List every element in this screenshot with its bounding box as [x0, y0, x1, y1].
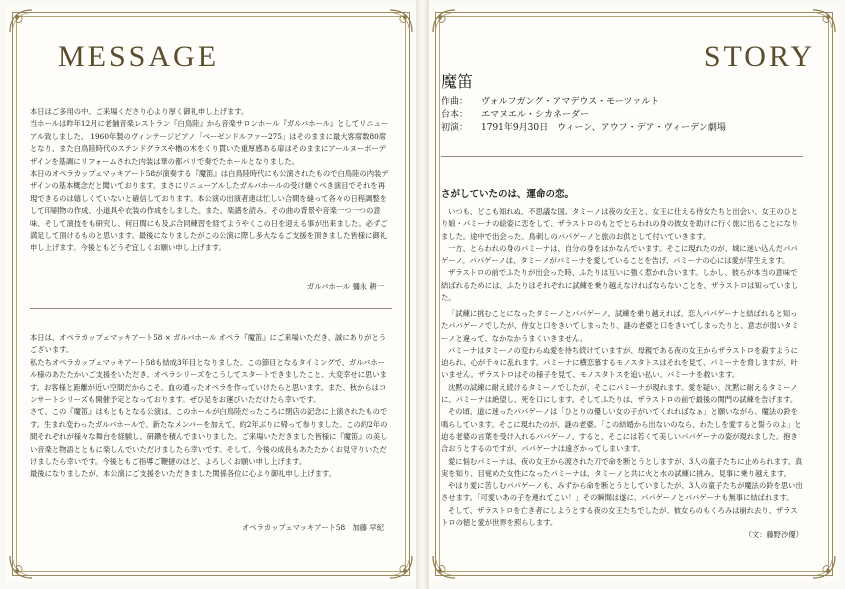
credit-value: エマヌエル・シカネーダー — [481, 110, 590, 120]
story-part-two — [441, 308, 803, 542]
story-subtitle: さがしていたのは、運命の恋。 — [441, 189, 575, 200]
message-heading: MESSAGE — [58, 40, 220, 73]
corner-ornament-icon — [811, 8, 837, 34]
company-greeting-paragraph: 最後になりましたが、本公演にご支援をいただきました関係各位に心より御礼申し上げます。 — [30, 469, 336, 479]
credit-label: 初演： — [441, 123, 469, 133]
corner-ornament-icon — [388, 554, 414, 580]
corner-ornament-icon — [388, 8, 414, 34]
company-greeting — [30, 332, 392, 481]
credit-value: 1791年9月30日 ウィーン、アウフ・デア・ヴィーデン劇場 — [481, 123, 726, 133]
page-border-inner — [16, 16, 406, 572]
company-greeting-paragraph: さて、この『魔笛』はもともとなる公演は、このホールが白鳥陸だったころに閉店の記念に上演されたものです。生まれ変わったガルバホールで、新たなメンバーを加えて、約2年ぶりに帰って参りました。この約2年の間それぞれが様々な舞台を経験し、研鑽を積んでまいりました。ご来場いただきました皆様に『魔笛』の美しい音楽と物語とともに楽しんでいただけましたら幸いです。そして、今後の成長もあたたかくお見守りいただけましたら幸いです。今後ともご指導ご鞭撻のほど、よろしくお願い申し上げます。 — [30, 407, 388, 467]
company-signature: オペラカップェマッキアート58 加藤 早紀 — [242, 523, 384, 532]
story-paragraph: 沈黙の試練に耐え続けるタミーノでしたが、そこにパミーナが現れます。愛を疑い、沈黙に耐えるタミーノに、パミーナは絶望し、死を口にします。そしてふたりは、ザラストロの前で最後の関門の試練を告げます。 — [441, 382, 798, 405]
story-paragraph: やはり愛に苦しむパパゲーノも、みずから命を断とうとしていましたが、3人の童子たちが魔法の鈴を思い出させます。「可愛いあの子を連れてこい！」その瞬間は遂に、パパゲーノとパパゲーナも無事に結ばれます。 — [441, 481, 803, 503]
corner-ornament-icon — [8, 554, 34, 580]
story-paragraph: 「試練に挑むことになったタミーノとパパゲーノ。試練を乗り越えれば、恋人パパゲーナと結ばれると知ったパパゲーノでしたが、侍女と口をきいてしまったり、謎の老婆と口をきいてしまったりと、意志が弱いタミーノと違って、なかなかうまくいきません。 — [441, 309, 799, 343]
story-part-one — [441, 206, 803, 304]
story-paragraph: いつも、どこも知れぬ、不思議な国。タミーノは夜の女王と、女王に仕える侍女たちと出会い、女王のひとり娘・パミーナの絵姿に恋をして、ザラストロのもとでとらわれの身の彼女を助けに行く旅に出ることになりました。途中で出会った、鳥刺しのパパゲーノと旅のお供として付いていきます。 — [441, 207, 799, 241]
book-gutter — [416, 0, 429, 589]
story-paragraph: ザラストロの前でふたりが出会った時、ふたりは互いに強く惹かれ合います。しかし、彼らが本当の意味で結ばれるためには、ふたりはそれぞれに試練を乗り越えなければならないことを、ザラストロは知っていました。 — [441, 268, 799, 303]
story-paragraph: その頃、道に迷ったパパゲーノは「ひとりの優しい女の子がいてくれればなぁ」と願いながら、魔法の鈴を鳴らしています。そこに現れたのが、謎の老婆。「この結婚から出ないのなら、わたしを愛すると誓うのよ」と迫る老婆の言葉を受け入れるパパゲーノ。すると、そこには若くて美しいパパゲーナの姿が現れました。抱き合おうとするのですが、パパゲーナは遠ざかってしまいます。 — [441, 407, 802, 454]
hall-greeting — [30, 106, 392, 255]
story-heading: STORY — [703, 40, 815, 73]
story-paragraph: 一方、とらわれの身のパミーナは、自分の身をはかなんでいます。そこに現れたのが、城に迷い込んだパパゲーノ。パパゲーノは、タミーノがパミーナを愛していることを告げ、パミーナの心には愛が芽生えます。 — [441, 243, 798, 266]
hall-signature: ガルバホール 彌永 耕一 — [307, 282, 384, 291]
corner-ornament-icon — [431, 554, 457, 580]
credit-value: ヴォルフガング・アマデウス・モーツァルト — [481, 97, 660, 107]
message-page — [6, 6, 416, 582]
story-paragraph: 愛に悩むパミーナは、夜の女王から渡された刀で命を断とうとしますが、3人の童子たちに止められます。真実を知り、目覚めた女性になったパミーナは、タミーノと共に火と水の試練に挑み、見事に乗り越えます。 — [441, 456, 803, 478]
company-greeting-paragraph: 私たちオペラカップェマッキアート58も結成3年目となりました。この節目となるタイミングで、ガルバホール様のあたたかいご支援をいただき、オペラシリーズをこうしてスタートできましたこと、大変幸せに思います。お客様と距離が近い空間だからこそ、血の通ったオペラを作っていけたらと思います。また、秋からはコンサートシリーズも開催予定となっております。ぜひ足をお運びいただけたら幸いです。 — [30, 357, 387, 405]
credit-row — [441, 109, 726, 122]
hall-greeting-paragraph: 当ホールは昨年12月に老舗音楽レストラン『白鳥陸』から音楽サロンホール『ガルバホール』としてリニューアル致しました。 1960年製のヴィンテージピアノ「ベーゼンドルファー275」はそのままに最大客席数80席となり、また白鳥陸時代のステンドグラスや櫓の木をくり貫いた重厚感ある扉はそのままにアールヌーボーデザインを基調にリフォームされた内装は華の都パリで奏でたホールとなりました。 — [30, 119, 389, 166]
credit-label: 作曲： — [441, 97, 469, 107]
corner-ornament-icon — [8, 8, 34, 34]
credit-row — [441, 96, 726, 109]
corner-ornament-icon — [811, 554, 837, 580]
section-divider — [441, 156, 803, 157]
opera-title: 魔笛 — [441, 72, 474, 91]
credit-label: 台本： — [441, 110, 469, 120]
opera-credits — [441, 96, 726, 135]
story-paragraph: パミーナはタミーノの変わらぬ愛を待ち続けていますが、母親である夜の女王からザラストロを殺すように迫られ、心が千々に乱れます。パミーナに横恋慕するモノスタトスはそれを見て、パミーナを脅しますが、叶いません。ザラストロはその様子を見て、モノスタトスを追い払い、パミーナを救います。 — [441, 345, 798, 380]
corner-ornament-icon — [431, 8, 457, 34]
story-author-credit: （文：藤野沙優） — [744, 530, 803, 540]
story-paragraph: そして、ザラストロを亡き者にしようとする夜の女王たちでしたが、彼女らのもくろみは崩れ去り、ザラストロの徳と愛が世界を照らします。 — [441, 505, 798, 528]
story-page — [429, 6, 839, 582]
company-greeting-paragraph: 本日は、オペラカップェマッキアート58 × ガルバホール オペラ『魔笛』にご来場いただき、誠にありがとうございます。 — [30, 333, 387, 355]
hall-greeting-paragraph: 本日はご多用の中、ご来場くださり心より厚く御礼申し上げます。 — [30, 107, 249, 116]
section-divider — [30, 308, 392, 309]
hall-greeting-paragraph: 本日のオペラカップェマッキアート58が演奏する『魔笛』は白鳥陸時代にも公演されたもので白鳥陸の内装デザインの基本概念だと聞いております。まさにリニューアルしたガルバホールの受け継ぐべき演目でそれを再現できるのは嬉しくていないと確信しております。本公演の出演者達は忙しい合間を縫って各々の日程調整をして印刷物の作成、小道具や衣装の作成をしました。また、楽譜を読み、その曲の背景や音楽一つ一つの意味、そして演技をも研究し、何日間にも及ぶ合同練習を経てようやくこの日を迎える事が出来ました。必ずご満足して頂けるものと思います。最後になりましたがこの公演に際し多大なるご支援を頂きました皆様に御礼申し上げます。今後ともどうぞ宜しくお願い申し上げます。 — [30, 169, 389, 253]
credit-row — [441, 122, 726, 135]
